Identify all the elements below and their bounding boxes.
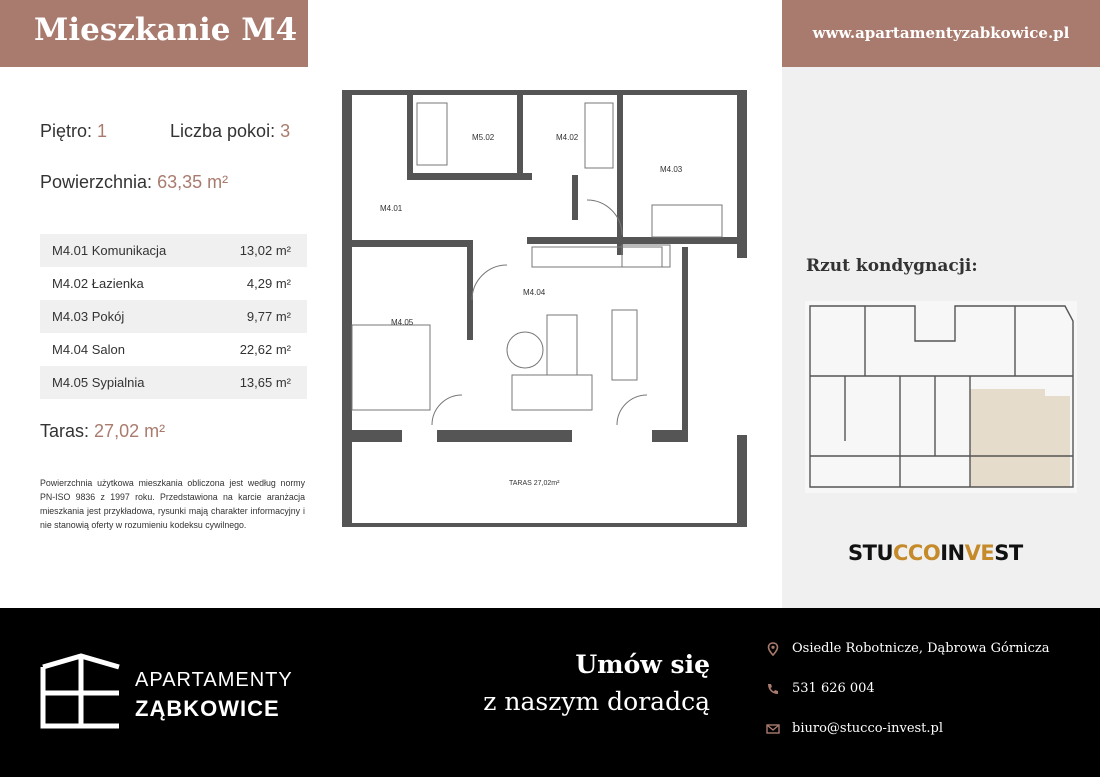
room-area: 13,65 m² [239,375,291,390]
terrace-label: Taras: [40,421,90,441]
plan-label-taras: TARAS 27,02m² [509,480,560,487]
terrace-info [40,421,165,442]
rooms-count-value: 3 [280,121,291,141]
floor-value: 1 [97,121,108,141]
mail-icon [766,722,780,736]
footer-brand-line1: APARTAMENTY [135,669,293,691]
footer-brand-line2: ZĄBKOWICE [135,696,280,721]
room-area: 9,77 m² [246,309,291,324]
stucco-invest-logo: STUCCOINVEST [848,541,1023,565]
page-title: Mieszkanie M4 [34,12,298,48]
room-name: M4.05 Sypialnia [52,375,145,390]
floor-plan [337,85,752,530]
table-row [40,366,307,399]
table-row [40,300,307,333]
floor-label: Piętro: [40,121,93,141]
apartments-logo-icon [40,653,122,729]
apartment-highlight [970,389,1070,487]
phone-text[interactable]: 531 626 004 [792,681,875,696]
cta-subheading: z naszym doradcą [483,687,710,716]
email-text[interactable]: biuro@stucco-invest.pl [792,721,944,736]
rooms-count-label: Liczba pokoi: [170,121,276,141]
rooms-table [40,234,307,399]
plan-label-m401: M4.01 [380,204,403,213]
address-text: Osiedle Robotnicze, Dąbrowa Górnicza [792,641,1050,656]
room-name: M4.03 Pokój [52,309,125,324]
plan-label-m402: M4.02 [556,133,579,142]
area-value: 63,35 m² [157,172,229,192]
contact-phone[interactable] [766,681,875,696]
table-row [40,333,307,366]
room-area: 13,02 m² [239,243,291,258]
area-label: Powierzchnia: [40,172,153,192]
plan-label-m403: M4.03 [660,165,683,174]
plan-label-m404: M4.04 [523,288,546,297]
cta-heading: Umów się [575,650,710,679]
room-area: 22,62 m² [239,342,291,357]
room-name: M4.02 Łazienka [52,276,144,291]
url-bar [782,0,1100,67]
terrace-value: 27,02 m² [94,421,166,441]
location-pin-icon [766,642,780,656]
room-area: 4,29 m² [246,276,291,291]
floor-info [40,121,107,142]
title-bar [0,0,308,67]
website-link[interactable]: www.apartamentyzabkowice.pl [812,24,1070,42]
room-name: M4.01 Komunikacja [52,243,167,258]
table-row [40,267,307,300]
table-row [40,234,307,267]
contact-address [766,641,1049,656]
floor-overview-plan [805,301,1077,493]
contact-email[interactable] [766,721,943,736]
plan-walls [342,90,747,527]
area-info [40,172,228,193]
phone-icon [766,682,780,696]
floor-overview-title: Rzut kondygnacji: [806,256,978,276]
plan-label-m405: M4.05 [391,318,414,327]
room-name: M4.04 Salon [52,342,125,357]
plan-label-m502: M5.02 [472,133,495,142]
rooms-count-info [170,121,290,142]
disclaimer-note: Powierzchnia użytkowa mieszkania obliczona jest według normy PN-ISO 9836 z 1997 roku. Przedstawiona na karcie aranżacja mieszkania jest przykładowa, rysunki mają charakter informacyjny i nie stanowią oferty w rozumieniu kodeksu cywilnego. [40,478,305,530]
